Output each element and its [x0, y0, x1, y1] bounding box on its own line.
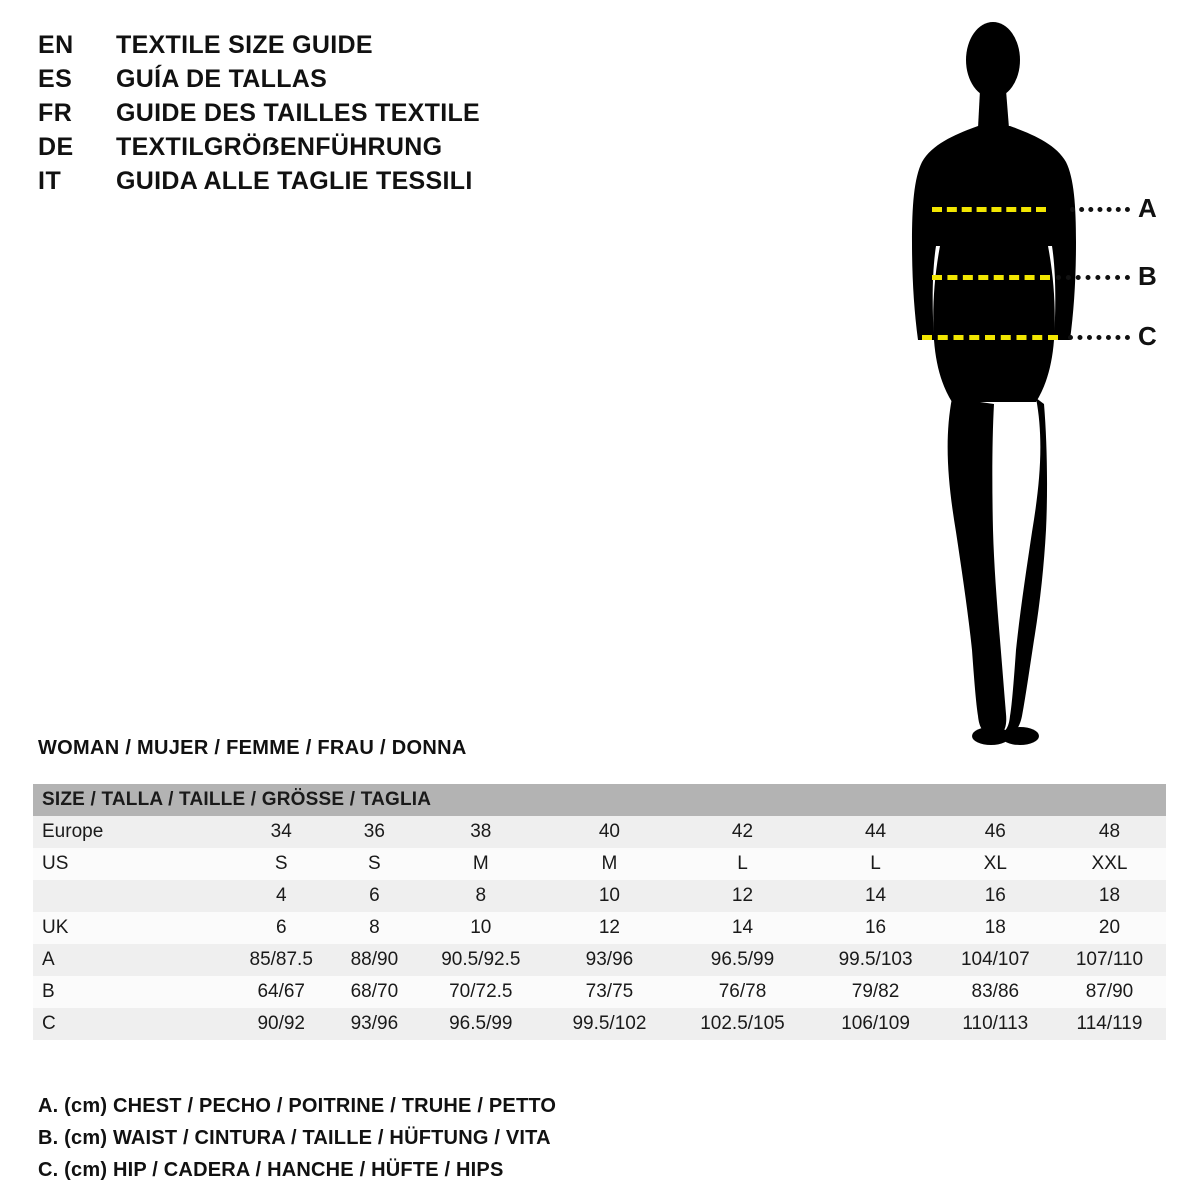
language-title-de: TEXTILGRÖẞENFÜHRUNG — [116, 133, 443, 161]
cell: 79/82 — [851, 981, 900, 1002]
table-row — [33, 848, 1166, 880]
cell: 34 — [270, 821, 292, 842]
cell: 44 — [864, 821, 887, 842]
language-row-es — [38, 62, 658, 96]
cell: 93/96 — [350, 1013, 399, 1034]
language-code-it: IT — [38, 167, 62, 195]
cell: S — [368, 853, 381, 874]
language-code-es: ES — [38, 65, 73, 93]
table-row — [33, 1008, 1166, 1040]
cell: 96.5/99 — [710, 949, 775, 970]
table-row — [33, 912, 1166, 944]
table-header-row — [33, 784, 1166, 816]
cell: 90/92 — [257, 1013, 305, 1034]
cell: 10 — [598, 885, 620, 906]
row-label-b: B — [42, 981, 55, 1002]
cell: 20 — [1098, 917, 1121, 938]
cell: 114/119 — [1076, 1013, 1143, 1034]
table-row — [33, 880, 1166, 912]
cell: 96.5/99 — [449, 1013, 513, 1034]
cell: XXL — [1091, 853, 1128, 874]
table-row — [33, 816, 1166, 848]
cell: 14 — [864, 885, 887, 906]
cell: 12 — [598, 917, 620, 938]
row-label-uk: UK — [42, 917, 69, 938]
cell: 18 — [984, 917, 1006, 938]
cell: 42 — [731, 821, 754, 842]
cell: 64/67 — [257, 981, 305, 1002]
language-title-es: GUÍA DE TALLAS — [116, 65, 328, 93]
language-row-fr — [38, 96, 658, 130]
cell: 87/90 — [1085, 981, 1134, 1002]
row-label-a: A — [42, 949, 55, 970]
cell: 48 — [1098, 821, 1121, 842]
row-label-europe: Europe — [42, 821, 104, 842]
cell: 46 — [984, 821, 1006, 842]
cell: M — [601, 853, 618, 874]
language-row-en — [38, 28, 658, 62]
cell: 107/110 — [1075, 949, 1144, 970]
cell: L — [870, 853, 881, 874]
cell: 88/90 — [350, 949, 399, 970]
cell: L — [737, 853, 748, 874]
female-body-silhouette-icon — [860, 10, 1190, 750]
cell: 8 — [369, 917, 380, 938]
language-code-de: DE — [38, 133, 74, 161]
cell: 76/78 — [718, 981, 767, 1002]
cell: 10 — [470, 917, 492, 938]
legend-item-hip: C. (cm) HIP / CADERA / HANCHE / HÜFTE / HIPS — [38, 1159, 504, 1181]
measurement-legend — [38, 1090, 738, 1186]
table-row — [33, 944, 1166, 976]
hip-measure-line — [922, 335, 1058, 340]
cell: 102.5/105 — [700, 1013, 785, 1034]
cell: 14 — [731, 917, 754, 938]
row-label-us-numeric — [33, 880, 228, 912]
table-body — [33, 816, 1166, 1040]
language-title-fr: GUIDE DES TAILLES TEXTILE — [116, 99, 481, 127]
waist-lead-line — [1056, 275, 1130, 280]
language-code-fr: FR — [38, 99, 73, 127]
table-head — [33, 784, 1166, 816]
language-header-list — [38, 28, 658, 198]
hip-marker-label: C — [1138, 321, 1157, 351]
cell: 16 — [864, 917, 887, 938]
chest-measure-line — [932, 207, 1046, 212]
row-label-us: US — [42, 853, 69, 874]
cell: S — [274, 853, 288, 874]
cell: 16 — [984, 885, 1006, 906]
language-title-it: GUIDA ALLE TAGLIE TESSILI — [116, 167, 473, 195]
cell: 83/86 — [971, 981, 1020, 1002]
chest-marker-label: A — [1138, 193, 1157, 223]
cell: 8 — [475, 885, 487, 906]
cell: 38 — [470, 821, 492, 842]
cell: 70/72.5 — [449, 981, 513, 1002]
cell: 6 — [369, 885, 380, 906]
cell: M — [472, 853, 489, 874]
chest-lead-line — [1070, 207, 1130, 212]
language-row-it — [38, 164, 658, 198]
size-guide-figure — [860, 10, 1190, 750]
row-label-c: C — [42, 1013, 56, 1034]
language-code-en: EN — [38, 31, 74, 59]
cell: 73/75 — [585, 981, 634, 1002]
cell: 93/96 — [585, 949, 634, 970]
cell: 106/109 — [841, 1013, 910, 1034]
hip-lead-line — [1068, 335, 1130, 340]
cell: 104/107 — [960, 949, 1030, 970]
cell: 12 — [731, 885, 754, 906]
table-row — [33, 976, 1166, 1008]
cell: 85/87.5 — [249, 949, 313, 970]
language-row-de — [38, 130, 658, 164]
table-caption: WOMAN / MUJER / FEMME / FRAU / DONNA — [38, 737, 467, 759]
cell: 40 — [598, 821, 620, 842]
cell: 110/113 — [962, 1013, 1029, 1034]
cell: 99.5/103 — [838, 949, 913, 970]
cell: 68/70 — [350, 981, 399, 1002]
cell: 99.5/102 — [572, 1013, 647, 1034]
waist-measure-line — [932, 275, 1050, 280]
table-header-label: SIZE / TALLA / TAILLE / GRÖSSE / TAGLIA — [42, 789, 432, 810]
legend-item-chest: A. (cm) CHEST / PECHO / POITRINE / TRUHE / PETTO — [38, 1095, 557, 1117]
size-chart-table — [33, 784, 1166, 1040]
legend-item-waist: B. (cm) WAIST / CINTURA / TAILLE / HÜFTUNG / VITA — [38, 1127, 551, 1149]
waist-marker-label: B — [1138, 261, 1157, 291]
cell: 90.5/92.5 — [441, 949, 521, 970]
cell: 6 — [275, 917, 287, 938]
cell: 4 — [275, 885, 287, 906]
language-title-en: TEXTILE SIZE GUIDE — [116, 31, 373, 59]
cell: 36 — [363, 821, 385, 842]
cell: 18 — [1098, 885, 1121, 906]
cell: XL — [983, 853, 1007, 874]
